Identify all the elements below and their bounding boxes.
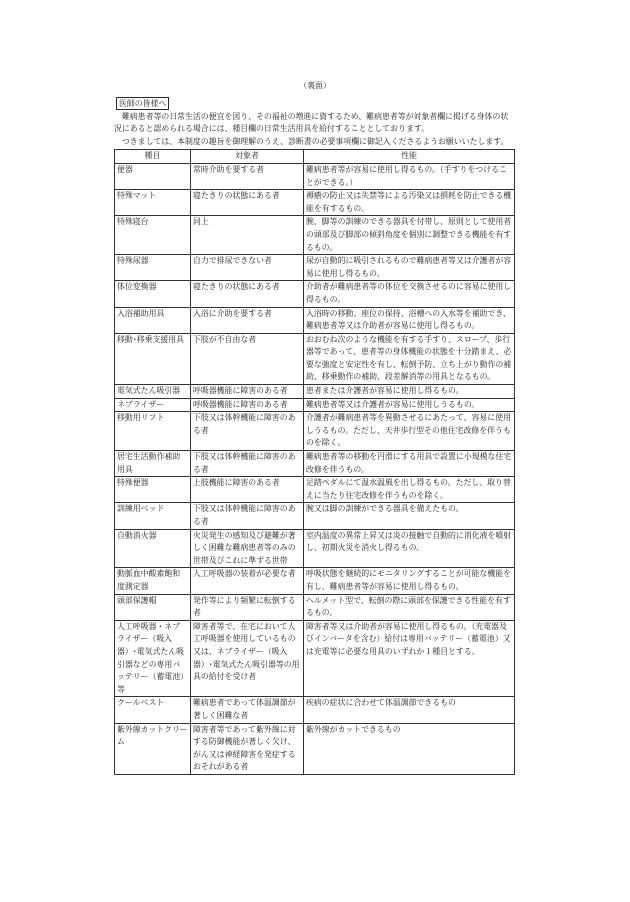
header-category: 種目: [115, 150, 191, 164]
item-eligible: 発作等により頻繁に転倒する者: [191, 594, 304, 620]
table-row: [115, 568, 515, 594]
item-performance: ヘルメット型で、転倒の際に頭部を保護できる性能を有するもの。: [304, 594, 515, 620]
equipment-table: [114, 149, 515, 775]
item-eligible: 入浴に介助を要する者: [191, 307, 304, 333]
item-performance: 患者または介護者が容易に使用し得るもの。: [304, 385, 515, 399]
item-eligible: 呼吸器機能に障害のある者: [191, 385, 304, 399]
item-category: 特殊便器: [115, 477, 191, 503]
item-performance: 腕又は脚の訓練ができる器具を備えたもの。: [304, 503, 515, 529]
item-performance: 疾病の症状に合わせて体温調節できるもの: [304, 697, 515, 723]
item-category: 居宅生活動作補助用具: [115, 451, 191, 477]
table-row: [115, 697, 515, 723]
intro-text: [114, 111, 516, 149]
item-category: 電気式たん吸引器: [115, 385, 191, 399]
item-eligible: 下肢又は体幹機能に障害のある者: [191, 451, 304, 477]
item-performance: 難病患者等又は介護者が容易に使用しうるもの。: [304, 398, 515, 412]
item-eligible: 下肢又は体幹機能に障害のある者: [191, 503, 304, 529]
table-row: [115, 412, 515, 451]
table-row: [115, 451, 515, 477]
item-performance: おおむね次のような機能を有する手すり、スロープ、歩行器等であって、患者等の身体機能の状態を十分踏まえ、必要な強度と安定性を有し、転倒予防、立ち上がり動作の補助、移乗動作の補助、段差解消等の用具となるもの。: [304, 333, 515, 384]
item-category: クールベスト: [115, 697, 191, 723]
table-row: [115, 333, 515, 384]
item-performance: 尿が自動的に吸引されるもので難病患者等又は介護者が容易に使用し得るもの。: [304, 255, 515, 281]
table-row: [115, 163, 515, 189]
item-performance: 足踏ペダルにて温水温風を出し得るもの。ただし、取り替えに当たり住宅改修を伴うものを除く。: [304, 477, 515, 503]
item-eligible: 障害者等で、在宅において人工呼吸器を使用しているもの又は、ネブライザー（吸入器）･電気式たん吸引器等の用具の給付を受け者: [191, 620, 304, 697]
intro-paragraph: つきましては、本制度の趣旨を御理解のうえ、診断書の必要事項欄に御記入くださるようお願いいたします。: [121, 136, 509, 146]
page-side-label: （裏面）: [299, 81, 331, 90]
item-eligible: 上肢機能に障害のある者: [191, 477, 304, 503]
item-performance: 難病患者等の移動を円滑にする用具で設置に小規模な住宅改修を伴うもの。: [304, 451, 515, 477]
item-performance: 腕、脚等の訓練のできる器具を付帯し、原則として使用者の頭部及び脚部の傾斜角度を個別に調整できる機能を有するもの。: [304, 216, 515, 255]
item-performance: 入浴時の移動、座位の保持、浴槽への入水等を補助でき、難病患者等又は介助者が容易に使用し得るもの。: [304, 307, 515, 333]
item-eligible: 難病患者であって体温調節が著しく困難な者: [191, 697, 304, 723]
table-row: [115, 255, 515, 281]
item-eligible: 人工呼吸器の装着が必要な者: [191, 568, 304, 594]
table-row: [115, 723, 515, 774]
table-body: [115, 163, 515, 774]
table-header-row: [115, 150, 515, 164]
item-category: 人工呼吸器・ネブライザー（吸入器）･電気式たん吸引器などの専用バッテリー（蓄電池）等: [115, 620, 191, 697]
table-row: [115, 385, 515, 399]
table-row: [115, 398, 515, 412]
item-category: 移動用リフト: [115, 412, 191, 451]
item-category: 特殊尿器: [115, 255, 191, 281]
item-eligible: 火災発生の感知及び避難が著しく困難な難病患者等のみの世帯及びこれに準ずる世帯: [191, 529, 304, 568]
table-row: [115, 307, 515, 333]
table-row: [115, 620, 515, 697]
item-category: 特殊マット: [115, 190, 191, 216]
table-row: [115, 190, 515, 216]
item-category: 自動消火器: [115, 529, 191, 568]
item-performance: 介護者が難病患者等を異動させるにあたって、容易に使用しうるもの。ただし、天井歩行型その他住宅改修を伴うものを除く。: [304, 412, 515, 451]
item-category: ネブライザー: [115, 398, 191, 412]
item-eligible: 常時介助を要する者: [191, 163, 304, 189]
item-performance: 介助者が難病患者等の体位を交換させるのに容易に使用し得るもの。: [304, 281, 515, 307]
item-performance: 褥瘡の防止又は失禁等による汚染又は損耗を防止できる機能を有するもの。: [304, 190, 515, 216]
item-category: 移動･移乗支援用具: [115, 333, 191, 384]
item-eligible: 寝たきりの状態にある者: [191, 281, 304, 307]
item-category: 訓練用ベッド: [115, 503, 191, 529]
table-row: [115, 216, 515, 255]
item-performance: 呼吸状態を継続的にモニタリングすることが可能な機能を有し、難病患者等が容易に使用し得るもの。: [304, 568, 515, 594]
item-eligible: 寝たきりの状態にある者: [191, 190, 304, 216]
greeting-box: 医師の皆様へ: [116, 97, 169, 110]
item-category: 便器: [115, 163, 191, 189]
item-performance: 障害者等又は介助者が容易に使用し得るもの。（充電器及びインバータを含む）給付は専用バッテリー（蓄電池）又は充電等に必要な用具のいずれか１種目とする。: [304, 620, 515, 697]
item-eligible: 同上: [191, 216, 304, 255]
item-eligible: 障害者等であって紫外線に対する防御機能が著しく欠け、がん又は神経障害を発症するおそれがある者: [191, 723, 304, 774]
table-row: [115, 503, 515, 529]
item-eligible: 下肢が不自由な者: [191, 333, 304, 384]
item-performance: 紫外線がカットできるもの: [304, 723, 515, 774]
header-performance: 性能: [304, 150, 515, 164]
intro-paragraph: 難病患者等の日常生活の便宜を図り、その福祉の増進に資するため、難病患者等が対象者欄に掲げる身体の状況にあると認められる場合には、種目欄の日常生活用具を給付することとしております。: [114, 111, 509, 134]
table-row: [115, 281, 515, 307]
item-performance: 室内温度の異常上昇又は炎の接触で自動的に消化液を噴射し、初期火災を消火し得るもの。: [304, 529, 515, 568]
item-category: 入浴補助用具: [115, 307, 191, 333]
item-performance: 難病患者等が容易に使用し得るもの。（手すりをつけることができる。）: [304, 163, 515, 189]
table-row: [115, 529, 515, 568]
item-eligible: 呼吸器機能に障害のある者: [191, 398, 304, 412]
table-row: [115, 477, 515, 503]
header-eligible: 対象者: [191, 150, 304, 164]
table-row: [115, 594, 515, 620]
item-category: 動脈血中酸素飽和度測定器: [115, 568, 191, 594]
item-eligible: 自力で排尿できない者: [191, 255, 304, 281]
item-category: 特殊寝台: [115, 216, 191, 255]
item-category: 紫外線カットクリーム: [115, 723, 191, 774]
item-category: 頭部保護帽: [115, 594, 191, 620]
item-category: 体位変換器: [115, 281, 191, 307]
item-eligible: 下肢又は体幹機能に障害のある者: [191, 412, 304, 451]
